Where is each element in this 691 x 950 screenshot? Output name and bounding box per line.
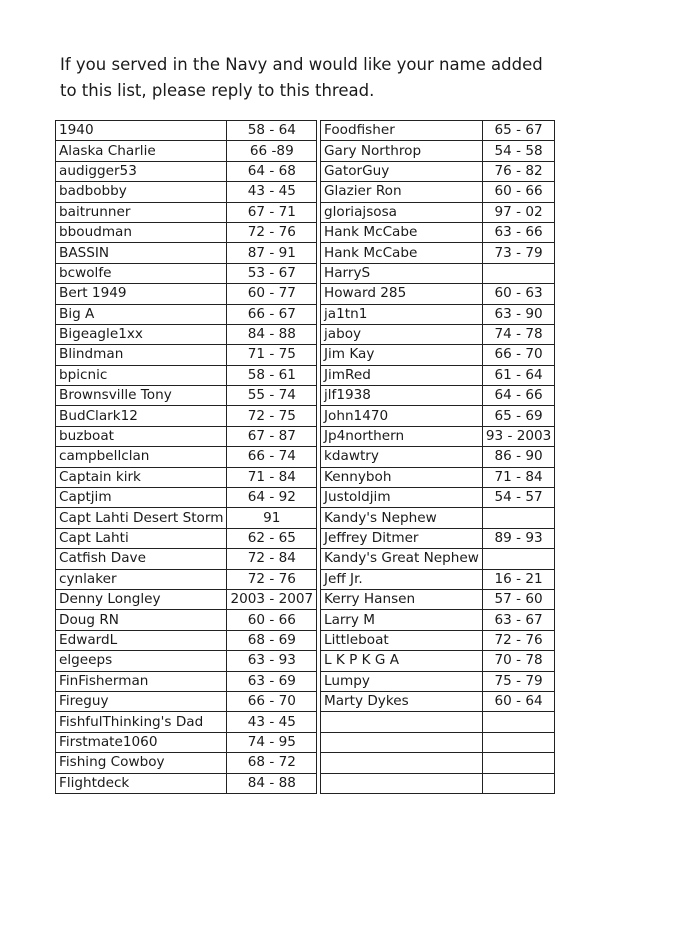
- member-name: Denny Longley: [56, 589, 227, 609]
- table-row: [321, 161, 555, 181]
- table-row: [56, 243, 317, 263]
- table-row: [321, 284, 555, 304]
- member-name: gloriajsosa: [321, 202, 483, 222]
- table-row: [56, 773, 317, 793]
- service-years: 93 - 2003: [482, 426, 554, 446]
- member-name: Kandy's Nephew: [321, 508, 483, 528]
- table-row: [321, 365, 555, 385]
- service-years: 2003 - 2007: [227, 589, 317, 609]
- member-name: audigger53: [56, 161, 227, 181]
- member-name: Captain kirk: [56, 467, 227, 487]
- roster-table-right: [320, 120, 555, 794]
- member-name: Capt Lahti: [56, 528, 227, 548]
- member-name: John1470: [321, 406, 483, 426]
- member-name: Alaska Charlie: [56, 141, 227, 161]
- member-name: Brownsville Tony: [56, 386, 227, 406]
- table-row: [321, 508, 555, 528]
- table-row: [56, 467, 317, 487]
- member-name: Kennyboh: [321, 467, 483, 487]
- table-row: [321, 488, 555, 508]
- table-row: [56, 610, 317, 630]
- service-years: [482, 508, 554, 528]
- service-years: 68 - 72: [227, 753, 317, 773]
- member-name: Lumpy: [321, 671, 483, 691]
- table-row: [321, 386, 555, 406]
- table-row: [321, 528, 555, 548]
- table-row: [56, 304, 317, 324]
- member-name: Jeffrey Ditmer: [321, 528, 483, 548]
- table-row: [56, 182, 317, 202]
- table-row: [56, 426, 317, 446]
- table-row: [56, 732, 317, 752]
- member-name: Bert 1949: [56, 284, 227, 304]
- table-row: [56, 508, 317, 528]
- table-row: [56, 222, 317, 242]
- table-row: [56, 324, 317, 344]
- table-row: [56, 589, 317, 609]
- member-name: [321, 773, 483, 793]
- table-row: [56, 712, 317, 732]
- service-years: 72 - 76: [227, 569, 317, 589]
- member-name: Captjim: [56, 488, 227, 508]
- table-row: [321, 406, 555, 426]
- service-years: 60 - 66: [227, 610, 317, 630]
- service-years: 57 - 60: [482, 589, 554, 609]
- service-years: [482, 712, 554, 732]
- member-name: Kerry Hansen: [321, 589, 483, 609]
- member-name: Big A: [56, 304, 227, 324]
- table-row: [321, 141, 555, 161]
- table-row: [321, 182, 555, 202]
- service-years: 60 - 77: [227, 284, 317, 304]
- member-name: Foodfisher: [321, 121, 483, 141]
- member-name: 1940: [56, 121, 227, 141]
- service-years: 65 - 67: [482, 121, 554, 141]
- service-years: 72 - 76: [227, 222, 317, 242]
- member-name: baitrunner: [56, 202, 227, 222]
- table-row: [321, 732, 555, 752]
- member-name: Kandy's Great Nephew: [321, 549, 483, 569]
- table-row: [56, 406, 317, 426]
- service-years: 61 - 64: [482, 365, 554, 385]
- member-name: Marty Dykes: [321, 691, 483, 711]
- service-years: 66 - 70: [482, 345, 554, 365]
- table-row: [56, 202, 317, 222]
- member-name: kdawtry: [321, 447, 483, 467]
- member-name: Catfish Dave: [56, 549, 227, 569]
- member-name: EdwardL: [56, 630, 227, 650]
- service-years: 60 - 66: [482, 182, 554, 202]
- member-name: Fishing Cowboy: [56, 753, 227, 773]
- table-row: [321, 712, 555, 732]
- service-years: [482, 732, 554, 752]
- table-row: [321, 549, 555, 569]
- service-years: 53 - 67: [227, 263, 317, 283]
- service-years: 97 - 02: [482, 202, 554, 222]
- table-row: [321, 324, 555, 344]
- member-name: Hank McCabe: [321, 243, 483, 263]
- service-years: 66 - 70: [227, 691, 317, 711]
- service-years: 71 - 84: [482, 467, 554, 487]
- service-years: 68 - 69: [227, 630, 317, 650]
- service-years: 71 - 84: [227, 467, 317, 487]
- member-name: GatorGuy: [321, 161, 483, 181]
- table-row: [56, 549, 317, 569]
- table-row: [321, 263, 555, 283]
- table-row: [56, 488, 317, 508]
- member-name: campbellclan: [56, 447, 227, 467]
- member-name: JimRed: [321, 365, 483, 385]
- member-name: ja1tn1: [321, 304, 483, 324]
- member-name: jlf1938: [321, 386, 483, 406]
- member-name: BudClark12: [56, 406, 227, 426]
- service-years: 67 - 71: [227, 202, 317, 222]
- member-name: Jp4northern: [321, 426, 483, 446]
- table-row: [321, 773, 555, 793]
- table-row: [56, 345, 317, 365]
- member-name: Justoldjim: [321, 488, 483, 508]
- service-years: 76 - 82: [482, 161, 554, 181]
- table-row: [56, 447, 317, 467]
- table-row: [321, 243, 555, 263]
- service-years: [482, 773, 554, 793]
- service-years: 67 - 87: [227, 426, 317, 446]
- table-row: [321, 345, 555, 365]
- service-years: 43 - 45: [227, 182, 317, 202]
- member-name: Larry M: [321, 610, 483, 630]
- service-years: 74 - 78: [482, 324, 554, 344]
- service-years: 55 - 74: [227, 386, 317, 406]
- member-name: [321, 753, 483, 773]
- member-name: Doug RN: [56, 610, 227, 630]
- intro-text: If you served in the Navy and would like your name added to this list, please reply to this thread.: [60, 55, 543, 100]
- member-name: elgeeps: [56, 651, 227, 671]
- service-years: 70 - 78: [482, 651, 554, 671]
- roster-table-left: [55, 120, 317, 794]
- service-years: 64 - 66: [482, 386, 554, 406]
- service-years: 84 - 88: [227, 773, 317, 793]
- table-row: [321, 671, 555, 691]
- member-name: Firstmate1060: [56, 732, 227, 752]
- member-name: Blindman: [56, 345, 227, 365]
- table-row: [56, 161, 317, 181]
- service-years: 75 - 79: [482, 671, 554, 691]
- table-row: [56, 569, 317, 589]
- service-years: 63 - 90: [482, 304, 554, 324]
- service-years: 63 - 93: [227, 651, 317, 671]
- table-row: [56, 630, 317, 650]
- table-row: [56, 753, 317, 773]
- service-years: 64 - 92: [227, 488, 317, 508]
- service-years: 60 - 64: [482, 691, 554, 711]
- service-years: 66 - 74: [227, 447, 317, 467]
- service-years: 65 - 69: [482, 406, 554, 426]
- service-years: [482, 263, 554, 283]
- table-row: [321, 304, 555, 324]
- service-years: 63 - 69: [227, 671, 317, 691]
- service-years: 43 - 45: [227, 712, 317, 732]
- table-row: [56, 141, 317, 161]
- member-name: L K P K G A: [321, 651, 483, 671]
- table-row: [321, 447, 555, 467]
- table-row: [56, 121, 317, 141]
- table-row: [56, 386, 317, 406]
- service-years: 60 - 63: [482, 284, 554, 304]
- member-name: Littleboat: [321, 630, 483, 650]
- table-row: [321, 610, 555, 630]
- service-years: 66 - 67: [227, 304, 317, 324]
- service-years: 71 - 75: [227, 345, 317, 365]
- table-row: [56, 651, 317, 671]
- table-row: [56, 284, 317, 304]
- service-years: 54 - 58: [482, 141, 554, 161]
- table-row: [56, 528, 317, 548]
- member-name: Jeff Jr.: [321, 569, 483, 589]
- table-row: [321, 202, 555, 222]
- table-row: [56, 691, 317, 711]
- service-years: 54 - 57: [482, 488, 554, 508]
- member-name: jaboy: [321, 324, 483, 344]
- service-years: 74 - 95: [227, 732, 317, 752]
- service-years: 64 - 68: [227, 161, 317, 181]
- member-name: Glazier Ron: [321, 182, 483, 202]
- member-name: bcwolfe: [56, 263, 227, 283]
- member-name: Fireguy: [56, 691, 227, 711]
- table-row: [321, 467, 555, 487]
- service-years: 73 - 79: [482, 243, 554, 263]
- member-name: [321, 712, 483, 732]
- service-years: [482, 753, 554, 773]
- service-years: 72 - 75: [227, 406, 317, 426]
- service-years: 63 - 66: [482, 222, 554, 242]
- member-name: Howard 285: [321, 284, 483, 304]
- service-years: 63 - 67: [482, 610, 554, 630]
- table-row: [56, 263, 317, 283]
- member-name: bboudman: [56, 222, 227, 242]
- member-name: buzboat: [56, 426, 227, 446]
- table-row: [321, 121, 555, 141]
- service-years: 58 - 64: [227, 121, 317, 141]
- service-years: 62 - 65: [227, 528, 317, 548]
- service-years: 89 - 93: [482, 528, 554, 548]
- member-name: badbobby: [56, 182, 227, 202]
- member-name: Bigeagle1xx: [56, 324, 227, 344]
- table-row: [321, 651, 555, 671]
- member-name: FinFisherman: [56, 671, 227, 691]
- service-years: 86 - 90: [482, 447, 554, 467]
- table-row: [321, 589, 555, 609]
- table-row: [321, 426, 555, 446]
- member-name: Gary Northrop: [321, 141, 483, 161]
- service-years: 84 - 88: [227, 324, 317, 344]
- member-name: HarryS: [321, 263, 483, 283]
- service-years: 72 - 84: [227, 549, 317, 569]
- member-name: Flightdeck: [56, 773, 227, 793]
- member-name: cynlaker: [56, 569, 227, 589]
- member-name: Capt Lahti Desert Storm: [56, 508, 227, 528]
- service-years: 91: [227, 508, 317, 528]
- member-name: [321, 732, 483, 752]
- table-row: [321, 569, 555, 589]
- table-row: [321, 222, 555, 242]
- service-years: 58 - 61: [227, 365, 317, 385]
- member-name: bpicnic: [56, 365, 227, 385]
- service-years: 72 - 76: [482, 630, 554, 650]
- member-name: BASSIN: [56, 243, 227, 263]
- table-row: [321, 630, 555, 650]
- table-row: [321, 753, 555, 773]
- table-row: [56, 671, 317, 691]
- service-years: 66 -89: [227, 141, 317, 161]
- member-name: FishfulThinking's Dad: [56, 712, 227, 732]
- service-years: 16 - 21: [482, 569, 554, 589]
- service-years: [482, 549, 554, 569]
- table-row: [321, 691, 555, 711]
- member-name: Jim Kay: [321, 345, 483, 365]
- member-name: Hank McCabe: [321, 222, 483, 242]
- service-years: 87 - 91: [227, 243, 317, 263]
- table-row: [56, 365, 317, 385]
